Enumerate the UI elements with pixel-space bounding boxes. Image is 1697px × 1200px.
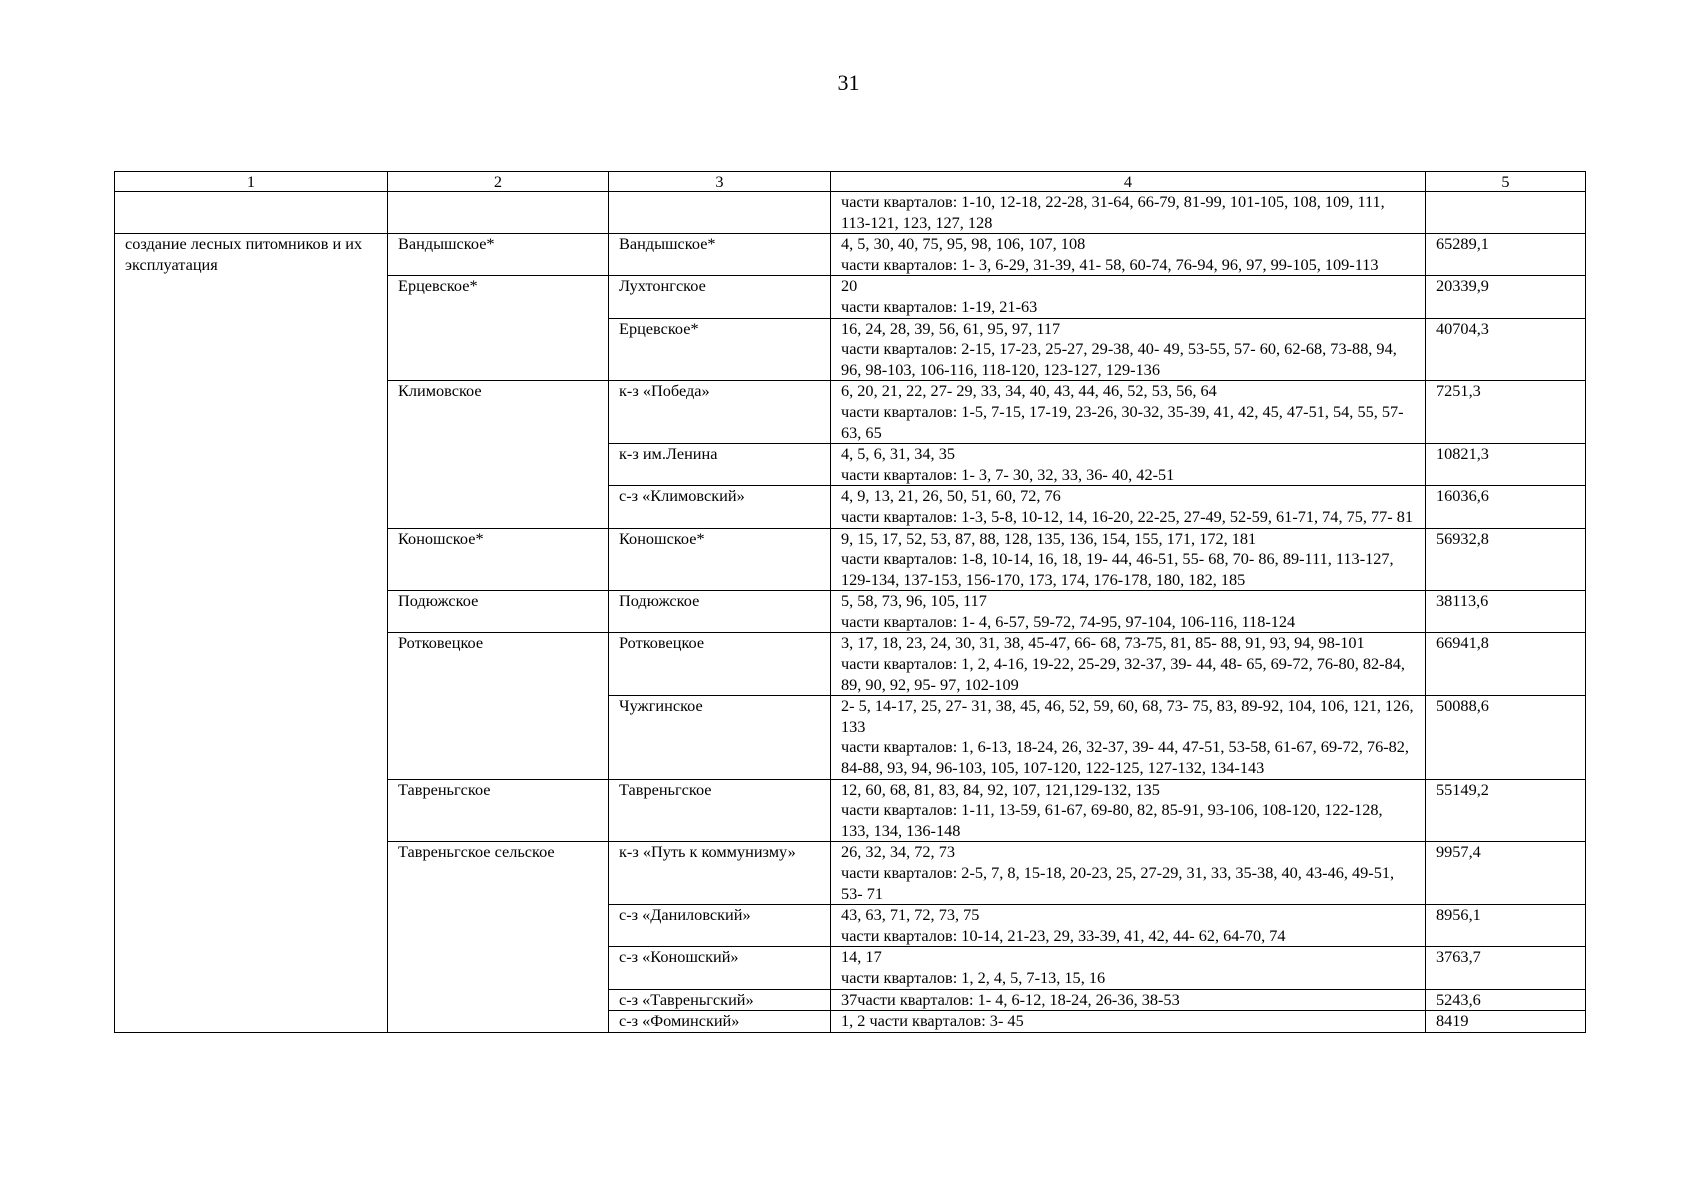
area-cell: 8956,1 [1426,905,1586,947]
district-cell: к-з им.Ленина [609,444,831,486]
district-cell: Тавреньгское [609,779,831,842]
forestry-cell: Ерцевское* [388,276,609,381]
whole-quarters: 5, 58, 73, 96, 105, 117 [841,591,987,611]
quarters-cell [831,486,1426,528]
area-cell: 7251,3 [1426,381,1586,444]
area-cell: 10821,3 [1426,444,1586,486]
page-number: 31 [837,70,860,95]
partial-quarters: части кварталов: 2-5, 7, 8, 15-18, 20-23, 25, 27-29, 31, 33, 35-38, 40, 43-46, 49-51, 53- 71 [841,863,1395,903]
quarters-cell [831,318,1426,381]
partial-quarters: части кварталов: 1-11, 13-59, 61-67, 69-80, 82, 85-91, 93-106, 108-120, 122-128, 133, 134, 136-148 [841,800,1383,840]
header-row [115,172,1586,192]
whole-quarters: 43, 63, 71, 72, 73, 75 [841,905,980,925]
quarters-cell [831,696,1426,779]
whole-quarters: 26, 32, 34, 72, 73 [841,842,955,862]
forestry-cell: Ротковецкое [388,633,609,779]
quarters-cell [831,989,1426,1011]
header-col-2: 2 [388,172,609,192]
whole-quarters: 16, 24, 28, 39, 56, 61, 95, 97, 117 [841,318,1061,338]
table-row [115,234,1586,276]
whole-quarters: 1, 2 части кварталов: 3- 45 [841,1011,1024,1031]
area-cell: 50088,6 [1426,696,1586,779]
quarters-cell [831,842,1426,905]
forestry-cell: Коношское* [388,528,609,591]
area-cell: 38113,6 [1426,591,1586,633]
district-cell: Ротковецкое [609,633,831,696]
district-cell: с-з «Даниловский» [609,905,831,947]
partial-quarters: части кварталов: 1, 6-13, 18-24, 26, 32-37, 39- 44, 47-51, 53-58, 61-67, 69-72, 76-82, 84-88, 93, 94, 96-103, 105, 107-120, 122-125, 127-132, 134-143 [841,737,1409,778]
header-col-3: 3 [609,172,831,192]
forestry-cell: Тавреньгское [388,779,609,842]
quarters-cell [831,905,1426,947]
forestry-cell: Климовское [388,381,609,528]
partial-quarters: части кварталов: 1-3, 5-8, 10-12, 14, 16-20, 22-25, 27-49, 52-59, 61-71, 74, 75, 77- 81 [841,506,1414,526]
whole-quarters: 6, 20, 21, 22, 27- 29, 33, 34, 40, 43, 44, 46, 52, 53, 56, 64 [841,381,1217,401]
partial-quarters: части кварталов: 1- 3, 7- 30, 32, 33, 36- 40, 42-51 [841,464,1175,484]
partial-quarters: части кварталов: 1, 2, 4, 5, 7-13, 15, 16 [841,967,1106,987]
quarters-cell [831,633,1426,696]
forestry-cell: Подюжское [388,591,609,633]
district-cell: Лухтонгское [609,276,831,318]
partial-quarters: части кварталов: 1-5, 7-15, 17-19, 23-26, 30-32, 35-39, 41, 42, 45, 47-51, 54, 55, 57- 63, 65 [841,401,1404,442]
forestry-cell: Вандышское* [388,234,609,276]
quarters-cell [831,381,1426,444]
district-cell: Ерцевское* [609,318,831,381]
area-cell: 66941,8 [1426,633,1586,696]
whole-quarters: 3, 17, 18, 23, 24, 30, 31, 38, 45-47, 66- 68, 73-75, 81, 85- 88, 91, 93, 94, 98-101 [841,633,1365,653]
area-cell: 65289,1 [1426,234,1586,276]
header-col-5: 5 [1426,172,1586,192]
district-cell: с-з «Коношский» [609,947,831,989]
area-cell: 55149,2 [1426,779,1586,842]
partial-quarters: части кварталов: 1-19, 21-63 [841,296,1038,316]
partial-quarters: части кварталов: 10-14, 21-23, 29, 33-39, 41, 42, 44- 62, 64-70, 74 [841,925,1286,945]
area-cell: 40704,3 [1426,318,1586,381]
whole-quarters: 2- 5, 14-17, 25, 27- 31, 38, 45, 46, 52, 59, 60, 68, 73- 75, 83, 89-92, 104, 106, 121, 126, 133 [841,696,1414,736]
district-cell: Подюжское [609,591,831,633]
whole-quarters: 4, 9, 13, 21, 26, 50, 51, 60, 72, 76 [841,486,1061,506]
district-cell: с-з «Фоминский» [609,1011,831,1033]
district-cell: к-з «Путь к коммунизму» [609,842,831,905]
quarters-cell [831,234,1426,276]
quarters-cell [831,591,1426,633]
quarters-cell [831,528,1426,591]
whole-quarters: 20 [841,276,858,296]
quarters-cell [831,444,1426,486]
whole-quarters: 14, 17 [841,947,882,967]
district-cell: Вандышское* [609,234,831,276]
whole-quarters: 4, 5, 6, 31, 34, 35 [841,444,955,464]
whole-quarters: 37части кварталов: 1- 4, 6-12, 18-24, 26-36, 38-53 [841,989,1180,1009]
partial-quarters: части кварталов: 2-15, 17-23, 25-27, 29-38, 40- 49, 53-55, 57- 60, 62-68, 73-88, 94, 96, 98-103, 106-116, 118-120, 123-127, 129-136 [841,339,1397,379]
district-cell: к-з «Победа» [609,381,831,444]
area-cell: 16036,6 [1426,486,1586,528]
header-col-1: 1 [115,172,388,192]
area-cell: 20339,9 [1426,276,1586,318]
header-col-4: 4 [831,172,1426,192]
district-cell: с-з «Тавреньгский» [609,989,831,1011]
purpose-cell: создание лесных питомников и их эксплуатация [115,234,388,1033]
area-cell: 5243,6 [1426,989,1586,1011]
whole-quarters: 4, 5, 30, 40, 75, 95, 98, 106, 107, 108 [841,234,1086,254]
quarters-cell [831,947,1426,989]
partial-quarters: части кварталов: 1, 2, 4-16, 19-22, 25-29, 32-37, 39- 44, 48- 65, 69-72, 76-80, 82-84, 89, 90, 92, 95- 97, 102-109 [841,654,1405,694]
district-cell: с-з «Климовский» [609,486,831,528]
district-cell: Чужгинское [609,696,831,779]
whole-quarters: 12, 60, 68, 81, 83, 84, 92, 107, 121,129-132, 135 [841,779,1160,799]
partial-quarters: части кварталов: 1- 3, 6-29, 31-39, 41- 58, 60-74, 76-94, 96, 97, 99-105, 109-113 [841,254,1379,274]
whole-quarters: 9, 15, 17, 52, 53, 87, 88, 128, 135, 136, 154, 155, 171, 172, 181 [841,528,1257,548]
district-cell: Коношское* [609,528,831,591]
quarters-cell [831,1011,1426,1033]
quarters-cell [831,276,1426,318]
area-cell: 9957,4 [1426,842,1586,905]
forestry-cell: Тавреньгское сельское [388,842,609,1032]
area-cell: 8419 [1426,1011,1586,1033]
continuation-row [115,192,1586,234]
quarters-cell: части кварталов: 1-10, 12-18, 22-28, 31-64, 66-79, 81-99, 101-105, 108, 109, 111, 113-121, 123, 127, 128 [831,192,1426,234]
partial-quarters: части кварталов: 1-8, 10-14, 16, 18, 19- 44, 46-51, 55- 68, 70- 86, 89-111, 113-127, 129-134, 137-153, 156-170, 173, 174, 176-178, 180, 182, 185 [841,549,1394,589]
area-cell: 56932,8 [1426,528,1586,591]
forest-quarters-table [114,171,1586,1033]
area-cell: 3763,7 [1426,947,1586,989]
partial-quarters: части кварталов: 1- 4, 6-57, 59-72, 74-95, 97-104, 106-116, 118-124 [841,611,1296,631]
quarters-cell [831,779,1426,842]
